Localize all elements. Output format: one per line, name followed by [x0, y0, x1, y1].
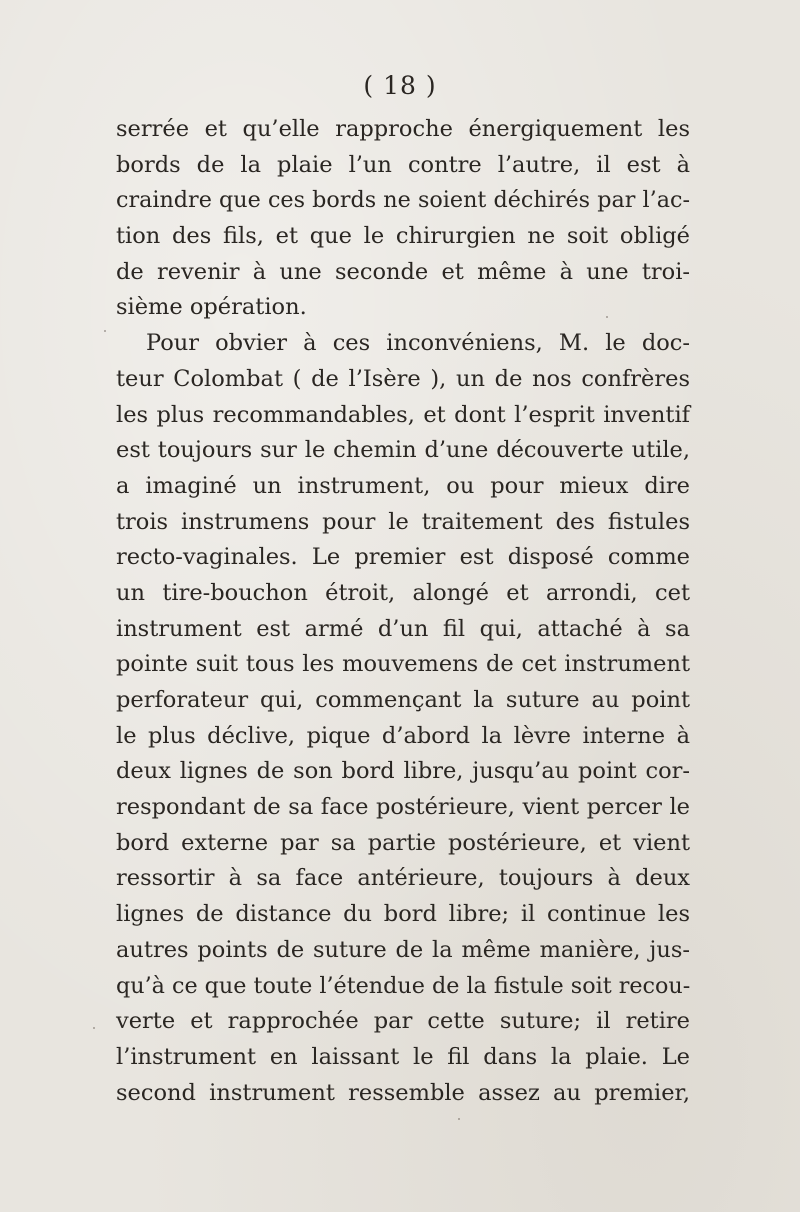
- text-line: pointe suit tous les mouvemens de cet instrument: [116, 651, 690, 678]
- text-line: de revenir à une seconde et même à une troi-: [116, 258, 690, 285]
- text-line: respondant de sa face postérieure, vient percer le: [116, 794, 690, 821]
- text-line: lignes de distance du bord libre; il continue les: [116, 901, 690, 928]
- page-number: ( 18 ): [363, 71, 437, 100]
- text-line: l’instrument en laissant le fil dans la plaie. Le: [116, 1043, 690, 1070]
- paper-speck: [458, 1118, 460, 1120]
- text-line: a imaginé un instrument, ou pour mieux dire: [116, 472, 690, 499]
- text-line: autres points de suture de la même manière, jus-: [116, 936, 690, 963]
- text-line: les plus recommandables, et dont l’esprit inventif: [116, 401, 690, 428]
- text-line: est toujours sur le chemin d’une découverte utile,: [116, 437, 690, 464]
- text-line: qu’à ce que toute l’étendue de la fistule soit recou-: [116, 972, 691, 999]
- paper-speck: [606, 316, 608, 318]
- text-line: tion des fils, et que le chirurgien ne soit obligé: [116, 223, 690, 250]
- text-line: serrée et qu’elle rapproche énergiquement les: [116, 116, 690, 142]
- text-line: un tire-bouchon étroit, alongé et arrondi, cet: [116, 579, 690, 606]
- body-text: [116, 112, 690, 1111]
- text-line: recto-vaginales. Le premier est disposé comme: [116, 544, 690, 571]
- text-line: le plus déclive, pique d’abord la lèvre interne à: [116, 722, 690, 749]
- text-line: bords de la plaie l’un contre l’autre, il est à: [116, 151, 690, 178]
- paper-speck: [93, 1027, 95, 1029]
- paper-speck: [104, 330, 106, 332]
- text-line: trois instrumens pour le traitement des fistules: [116, 508, 690, 535]
- text-line: second instrument ressemble assez au premier,: [116, 1079, 690, 1106]
- paragraph-start-line: Pour obvier à ces inconvéniens, M. le doc-: [146, 330, 690, 357]
- text-line: instrument est armé d’un fil qui, attaché à sa: [116, 615, 690, 642]
- text-line: craindre que ces bords ne soient déchirés par l’ac-: [116, 187, 690, 214]
- text-line: deux lignes de son bord libre, jusqu’au point cor-: [116, 758, 690, 785]
- text-line: ressortir à sa face antérieure, toujours à deux: [116, 865, 690, 892]
- text-line: teur Colombat ( de l’Isère ), un de nos confrères: [116, 365, 690, 392]
- text-line: bord externe par sa partie postérieure, et vient: [116, 829, 690, 856]
- text-line: verte et rapprochée par cette suture; il retire: [116, 1008, 690, 1035]
- paragraph-end-line: sième opération.: [116, 294, 307, 321]
- text-line: perforateur qui, commençant la suture au point: [116, 687, 690, 713]
